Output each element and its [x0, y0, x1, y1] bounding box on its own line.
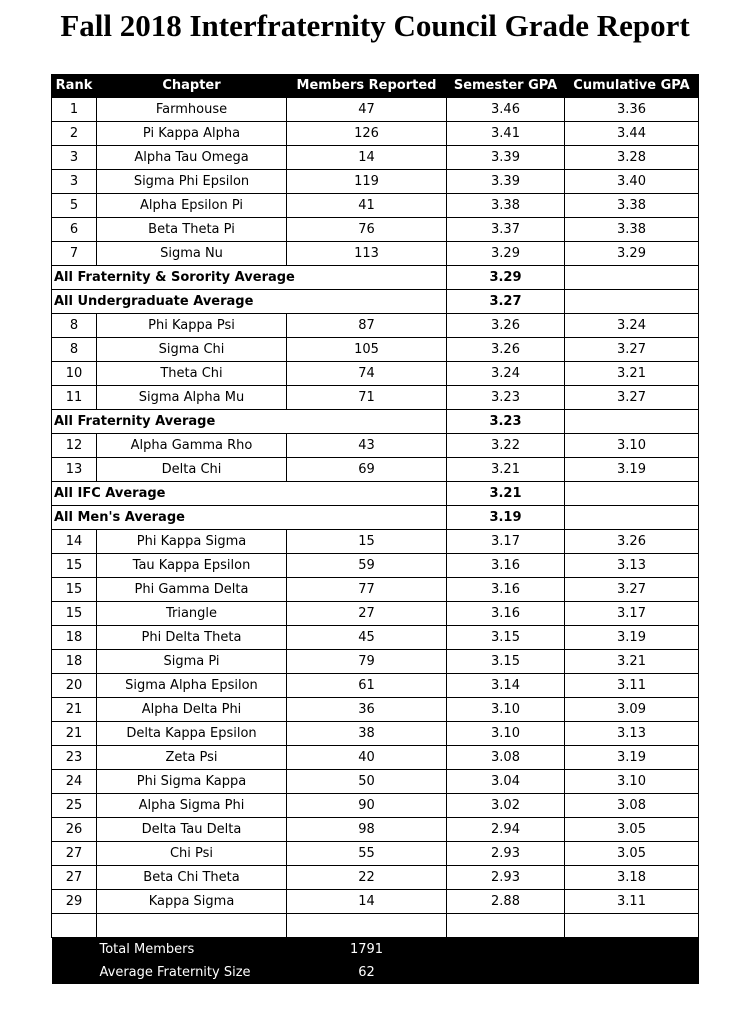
rank-cell: 18: [52, 626, 97, 650]
summary-row: [52, 938, 699, 962]
semester-gpa-cell: 2.88: [447, 890, 565, 914]
rank-cell: 21: [52, 698, 97, 722]
rank-cell: 13: [52, 458, 97, 482]
cumulative-gpa-cell: 3.10: [565, 770, 699, 794]
cumulative-gpa-cell: 3.27: [565, 578, 699, 602]
summary-empty: [565, 938, 699, 962]
cumulative-gpa-cell: 3.17: [565, 602, 699, 626]
header-rank: Rank: [52, 75, 97, 98]
cumulative-gpa-cell: 3.36: [565, 98, 699, 122]
table-row: [52, 338, 699, 362]
average-label: All Fraternity Average: [52, 410, 447, 434]
members-cell: 59: [287, 554, 447, 578]
cumulative-gpa-cell: 3.05: [565, 818, 699, 842]
average-cumulative-gpa-empty: [565, 506, 699, 530]
rank-cell: 23: [52, 746, 97, 770]
table-row: [52, 722, 699, 746]
cumulative-gpa-cell: 3.13: [565, 722, 699, 746]
semester-gpa-cell: 2.94: [447, 818, 565, 842]
cumulative-gpa-cell: 3.44: [565, 122, 699, 146]
table-row: [52, 194, 699, 218]
rank-cell: 1: [52, 98, 97, 122]
chapter-cell: Sigma Pi: [97, 650, 287, 674]
members-cell: 126: [287, 122, 447, 146]
cumulative-gpa-cell: 3.11: [565, 890, 699, 914]
semester-gpa-cell: 3.26: [447, 314, 565, 338]
chapter-cell: Triangle: [97, 602, 287, 626]
chapter-cell: Phi Delta Theta: [97, 626, 287, 650]
chapter-cell: Alpha Sigma Phi: [97, 794, 287, 818]
chapter-cell: Theta Chi: [97, 362, 287, 386]
table-row: [52, 362, 699, 386]
chapter-cell: Chi Psi: [97, 842, 287, 866]
semester-gpa-cell: 3.08: [447, 746, 565, 770]
rank-cell: 8: [52, 338, 97, 362]
summary-value: 62: [287, 961, 447, 984]
blank-cell: [97, 914, 287, 938]
average-row: [52, 266, 699, 290]
rank-cell: 24: [52, 770, 97, 794]
average-semester-gpa: 3.21: [447, 482, 565, 506]
grade-report-table: [51, 74, 699, 984]
members-cell: 50: [287, 770, 447, 794]
cumulative-gpa-cell: 3.38: [565, 194, 699, 218]
members-cell: 41: [287, 194, 447, 218]
semester-gpa-cell: 3.16: [447, 578, 565, 602]
rank-cell: 26: [52, 818, 97, 842]
chapter-cell: Beta Theta Pi: [97, 218, 287, 242]
header-chapter: Chapter: [97, 75, 287, 98]
members-cell: 76: [287, 218, 447, 242]
table-row: [52, 866, 699, 890]
cumulative-gpa-cell: 3.21: [565, 650, 699, 674]
summary-empty: [447, 961, 565, 984]
rank-cell: 15: [52, 602, 97, 626]
average-row: [52, 482, 699, 506]
semester-gpa-cell: 2.93: [447, 842, 565, 866]
chapter-cell: Kappa Sigma: [97, 890, 287, 914]
chapter-cell: Alpha Tau Omega: [97, 146, 287, 170]
cumulative-gpa-cell: 3.09: [565, 698, 699, 722]
semester-gpa-cell: 3.15: [447, 626, 565, 650]
members-cell: 27: [287, 602, 447, 626]
members-cell: 43: [287, 434, 447, 458]
average-label: All Men's Average: [52, 506, 447, 530]
average-cumulative-gpa-empty: [565, 410, 699, 434]
members-cell: 40: [287, 746, 447, 770]
average-label: All Fraternity & Sorority Average: [52, 266, 447, 290]
chapter-cell: Delta Kappa Epsilon: [97, 722, 287, 746]
members-cell: 69: [287, 458, 447, 482]
table-row: [52, 818, 699, 842]
semester-gpa-cell: 3.16: [447, 602, 565, 626]
semester-gpa-cell: 3.46: [447, 98, 565, 122]
table-row: [52, 554, 699, 578]
cumulative-gpa-cell: 3.18: [565, 866, 699, 890]
cumulative-gpa-cell: 3.26: [565, 530, 699, 554]
rank-cell: 27: [52, 866, 97, 890]
average-semester-gpa: 3.27: [447, 290, 565, 314]
blank-row: [52, 914, 699, 938]
table-row: [52, 842, 699, 866]
members-cell: 47: [287, 98, 447, 122]
cumulative-gpa-cell: 3.05: [565, 842, 699, 866]
average-semester-gpa: 3.19: [447, 506, 565, 530]
average-cumulative-gpa-empty: [565, 266, 699, 290]
summary-row: [52, 961, 699, 984]
semester-gpa-cell: 3.29: [447, 242, 565, 266]
chapter-cell: Farmhouse: [97, 98, 287, 122]
cumulative-gpa-cell: 3.08: [565, 794, 699, 818]
rank-cell: 10: [52, 362, 97, 386]
table-row: [52, 602, 699, 626]
cumulative-gpa-cell: 3.13: [565, 554, 699, 578]
average-semester-gpa: 3.23: [447, 410, 565, 434]
rank-cell: 21: [52, 722, 97, 746]
semester-gpa-cell: 3.02: [447, 794, 565, 818]
chapter-cell: Sigma Alpha Epsilon: [97, 674, 287, 698]
table-row: [52, 794, 699, 818]
semester-gpa-cell: 3.16: [447, 554, 565, 578]
summary-value: 1791: [287, 938, 447, 962]
semester-gpa-cell: 3.26: [447, 338, 565, 362]
members-cell: 14: [287, 890, 447, 914]
table-row: [52, 698, 699, 722]
cumulative-gpa-cell: 3.27: [565, 386, 699, 410]
header-semester-gpa: Semester GPA: [447, 75, 565, 98]
average-row: [52, 410, 699, 434]
table-row: [52, 314, 699, 338]
members-cell: 74: [287, 362, 447, 386]
average-semester-gpa: 3.29: [447, 266, 565, 290]
semester-gpa-cell: 3.10: [447, 698, 565, 722]
summary-empty: [447, 938, 565, 962]
rank-cell: 20: [52, 674, 97, 698]
semester-gpa-cell: 3.21: [447, 458, 565, 482]
rank-cell: 2: [52, 122, 97, 146]
chapter-cell: Delta Chi: [97, 458, 287, 482]
cumulative-gpa-cell: 3.19: [565, 626, 699, 650]
cumulative-gpa-cell: 3.10: [565, 434, 699, 458]
members-cell: 14: [287, 146, 447, 170]
semester-gpa-cell: 3.38: [447, 194, 565, 218]
rank-cell: 11: [52, 386, 97, 410]
summary-label: Total Members: [52, 938, 287, 962]
cumulative-gpa-cell: 3.24: [565, 314, 699, 338]
members-cell: 38: [287, 722, 447, 746]
cumulative-gpa-cell: 3.40: [565, 170, 699, 194]
average-label: All IFC Average: [52, 482, 447, 506]
average-label: All Undergraduate Average: [52, 290, 447, 314]
chapter-cell: Sigma Chi: [97, 338, 287, 362]
members-cell: 113: [287, 242, 447, 266]
chapter-cell: Sigma Nu: [97, 242, 287, 266]
table-row: [52, 530, 699, 554]
average-row: [52, 506, 699, 530]
report-body: [52, 98, 699, 938]
average-row: [52, 290, 699, 314]
semester-gpa-cell: 3.14: [447, 674, 565, 698]
semester-gpa-cell: 3.39: [447, 146, 565, 170]
header-cumulative-gpa: Cumulative GPA: [565, 75, 699, 98]
rank-cell: 12: [52, 434, 97, 458]
table-row: [52, 98, 699, 122]
chapter-cell: Alpha Gamma Rho: [97, 434, 287, 458]
chapter-cell: Phi Gamma Delta: [97, 578, 287, 602]
members-cell: 71: [287, 386, 447, 410]
blank-cell: [287, 914, 447, 938]
rank-cell: 25: [52, 794, 97, 818]
chapter-cell: Phi Kappa Sigma: [97, 530, 287, 554]
rank-cell: 15: [52, 554, 97, 578]
table-row: [52, 122, 699, 146]
table-row: [52, 650, 699, 674]
semester-gpa-cell: 3.04: [447, 770, 565, 794]
rank-cell: 14: [52, 530, 97, 554]
chapter-cell: Zeta Psi: [97, 746, 287, 770]
members-cell: 55: [287, 842, 447, 866]
average-cumulative-gpa-empty: [565, 290, 699, 314]
summary-empty: [565, 961, 699, 984]
chapter-cell: Phi Sigma Kappa: [97, 770, 287, 794]
rank-cell: 5: [52, 194, 97, 218]
chapter-cell: Tau Kappa Epsilon: [97, 554, 287, 578]
rank-cell: 8: [52, 314, 97, 338]
summary-label: Average Fraternity Size: [52, 961, 287, 984]
blank-cell: [52, 914, 97, 938]
members-cell: 79: [287, 650, 447, 674]
report-footer: [52, 938, 699, 985]
rank-cell: 27: [52, 842, 97, 866]
members-cell: 77: [287, 578, 447, 602]
rank-cell: 7: [52, 242, 97, 266]
chapter-cell: Delta Tau Delta: [97, 818, 287, 842]
semester-gpa-cell: 3.37: [447, 218, 565, 242]
rank-cell: 3: [52, 146, 97, 170]
blank-cell: [447, 914, 565, 938]
semester-gpa-cell: 3.17: [447, 530, 565, 554]
semester-gpa-cell: 3.41: [447, 122, 565, 146]
members-cell: 61: [287, 674, 447, 698]
semester-gpa-cell: 3.39: [447, 170, 565, 194]
cumulative-gpa-cell: 3.19: [565, 458, 699, 482]
table-row: [52, 890, 699, 914]
chapter-cell: Sigma Phi Epsilon: [97, 170, 287, 194]
cumulative-gpa-cell: 3.19: [565, 746, 699, 770]
semester-gpa-cell: 3.22: [447, 434, 565, 458]
rank-cell: 6: [52, 218, 97, 242]
semester-gpa-cell: 3.15: [447, 650, 565, 674]
members-cell: 119: [287, 170, 447, 194]
members-cell: 98: [287, 818, 447, 842]
chapter-cell: Alpha Delta Phi: [97, 698, 287, 722]
table-row: [52, 170, 699, 194]
members-cell: 87: [287, 314, 447, 338]
chapter-cell: Pi Kappa Alpha: [97, 122, 287, 146]
cumulative-gpa-cell: 3.29: [565, 242, 699, 266]
members-cell: 90: [287, 794, 447, 818]
chapter-cell: Alpha Epsilon Pi: [97, 194, 287, 218]
cumulative-gpa-cell: 3.27: [565, 338, 699, 362]
table-row: [52, 386, 699, 410]
cumulative-gpa-cell: 3.38: [565, 218, 699, 242]
table-row: [52, 578, 699, 602]
average-cumulative-gpa-empty: [565, 482, 699, 506]
table-row: [52, 626, 699, 650]
cumulative-gpa-cell: 3.11: [565, 674, 699, 698]
header-row: [52, 75, 699, 98]
members-cell: 36: [287, 698, 447, 722]
header-members-reported: Members Reported: [287, 75, 447, 98]
rank-cell: 3: [52, 170, 97, 194]
cumulative-gpa-cell: 3.28: [565, 146, 699, 170]
blank-cell: [565, 914, 699, 938]
cumulative-gpa-cell: 3.21: [565, 362, 699, 386]
rank-cell: 18: [52, 650, 97, 674]
table-row: [52, 218, 699, 242]
table-row: [52, 434, 699, 458]
table-row: [52, 242, 699, 266]
rank-cell: 29: [52, 890, 97, 914]
semester-gpa-cell: 2.93: [447, 866, 565, 890]
table-row: [52, 746, 699, 770]
table-row: [52, 770, 699, 794]
members-cell: 15: [287, 530, 447, 554]
semester-gpa-cell: 3.10: [447, 722, 565, 746]
table-row: [52, 458, 699, 482]
chapter-cell: Sigma Alpha Mu: [97, 386, 287, 410]
table-row: [52, 674, 699, 698]
semester-gpa-cell: 3.23: [447, 386, 565, 410]
chapter-cell: Phi Kappa Psi: [97, 314, 287, 338]
members-cell: 22: [287, 866, 447, 890]
members-cell: 105: [287, 338, 447, 362]
table-row: [52, 146, 699, 170]
chapter-cell: Beta Chi Theta: [97, 866, 287, 890]
members-cell: 45: [287, 626, 447, 650]
report-title: Fall 2018 Interfraternity Council Grade Report: [60, 8, 690, 43]
semester-gpa-cell: 3.24: [447, 362, 565, 386]
rank-cell: 15: [52, 578, 97, 602]
